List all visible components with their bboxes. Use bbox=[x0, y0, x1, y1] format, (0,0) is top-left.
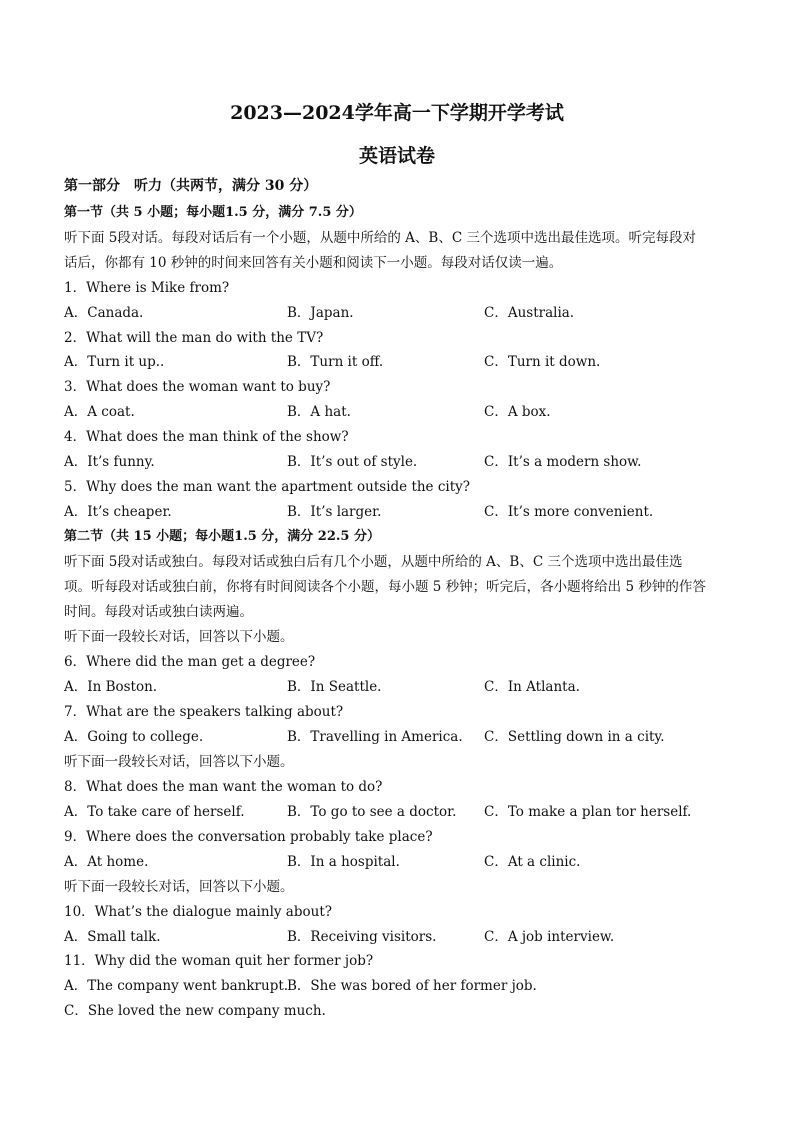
section2-heading: 第二节（共 15 小题；每小题1.5 分，满分 22.5 分） bbox=[64, 529, 380, 544]
q10-option-b: B．Receiving visitors. bbox=[287, 929, 437, 945]
q4-option-a: A．It’s funny. bbox=[64, 454, 155, 470]
q4-option-b: B．It’s out of style. bbox=[287, 454, 418, 470]
long-dialogue-note: 听下面一段较长对话，回答以下小题。 bbox=[64, 879, 294, 895]
q5-option-b: B．It’s larger. bbox=[287, 504, 382, 520]
q3-option-c: C．A box. bbox=[484, 404, 551, 420]
q5-option-a: A．It’s cheaper. bbox=[64, 504, 172, 520]
section1-instruction-2: 话后，你都有 10 秒钟的时间来回答有关小题和阅读下一小题。每段对话仅读一遍。 bbox=[64, 255, 563, 271]
q6-option-b: B．In Seattle. bbox=[287, 679, 382, 695]
q2-option-c: C．Turn it down. bbox=[484, 354, 601, 370]
section1-instruction-1: 听下面 5段对话。每段对话后有一个小题，从题中所给的 A、B、C 三个选项中选出最佳选项。听完每段对 bbox=[64, 230, 696, 246]
q11-option-b: B．She was bored of her former job. bbox=[287, 978, 537, 994]
q3-option-b: B．A hat. bbox=[287, 404, 351, 420]
question-8: 8．What does the man want the woman to do? bbox=[64, 779, 383, 795]
q8-option-a: A．To take care of herself. bbox=[64, 804, 245, 820]
question-2: 2．What will the man do with the TV? bbox=[64, 330, 324, 346]
q7-option-a: A．Going to college. bbox=[64, 729, 204, 745]
q1-option-a: A．Canada. bbox=[64, 305, 144, 321]
section2-instruction-1: 听下面 5段对话或独白。每段对话或独白后有几个小题，从题中所给的 A、B、C 三个选项中选出最佳选 bbox=[64, 554, 683, 570]
q1-option-c: C．Australia. bbox=[484, 305, 575, 321]
q9-option-b: B．In a hospital. bbox=[287, 854, 400, 870]
part1-heading: 第一部分 听力（共两节，满分 30 分） bbox=[64, 178, 318, 194]
section1-heading: 第一节（共 5 小题；每小题1.5 分，满分 7.5 分） bbox=[64, 205, 362, 220]
question-3: 3．What does the woman want to buy? bbox=[64, 379, 331, 395]
q2-option-a: A．Turn it up.. bbox=[64, 354, 165, 370]
question-10: 10．What’s the dialogue mainly about? bbox=[64, 904, 332, 920]
q11-option-c: C．She loved the new company much. bbox=[64, 1003, 326, 1019]
question-4: 4．What does the man think of the show? bbox=[64, 429, 349, 445]
q10-option-a: A．Small talk. bbox=[64, 929, 161, 945]
section2-instruction-3: 时间。每段对话或独白读两遍。 bbox=[64, 604, 253, 620]
q2-option-b: B．Turn it off. bbox=[287, 354, 384, 370]
question-7: 7．What are the speakers talking about? bbox=[64, 704, 344, 720]
exam-title: 2023—2024学年高一下学期开学考试 bbox=[230, 102, 564, 124]
q3-option-a: A．A coat. bbox=[64, 404, 135, 420]
q5-option-c: C．It’s more convenient. bbox=[484, 504, 654, 520]
q10-option-c: C．A job interview. bbox=[484, 929, 615, 945]
q9-option-c: C．At a clinic. bbox=[484, 854, 581, 870]
exam-subtitle: 英语试卷 bbox=[358, 145, 435, 167]
q11-option-a: A．The company went bankrupt. bbox=[64, 978, 289, 994]
q9-option-a: A．At home. bbox=[64, 854, 149, 870]
question-11: 11．Why did the woman quit her former job? bbox=[64, 953, 374, 969]
q6-option-a: A．In Boston. bbox=[64, 679, 158, 695]
section2-instruction-2: 项。听每段对话或独白前，你将有时间阅读各个小题，每小题 5 秒钟；听完后，各小题将给出 5 秒钟的作答 bbox=[64, 579, 706, 595]
question-6: 6．Where did the man get a degree? bbox=[64, 654, 316, 670]
q8-option-c: C．To make a plan tor herself. bbox=[484, 804, 692, 820]
q1-option-b: B．Japan. bbox=[287, 305, 354, 321]
question-9: 9．Where does the conversation probably take place? bbox=[64, 829, 433, 845]
long-dialogue-note: 听下面一段较长对话，回答以下小题。 bbox=[64, 629, 294, 645]
q6-option-c: C．In Atlanta. bbox=[484, 679, 580, 695]
q4-option-c: C．It’s a modern show. bbox=[484, 454, 642, 470]
q7-option-b: B．Travelling in America. bbox=[287, 729, 463, 745]
question-1: 1．Where is Mike from? bbox=[64, 280, 230, 296]
question-5: 5．Why does the man want the apartment outside the city? bbox=[64, 479, 471, 495]
long-dialogue-note: 听下面一段较长对话，回答以下小题。 bbox=[64, 754, 294, 770]
q7-option-c: C．Settling down in a city. bbox=[484, 729, 665, 745]
q8-option-b: B．To go to see a doctor. bbox=[287, 804, 457, 820]
